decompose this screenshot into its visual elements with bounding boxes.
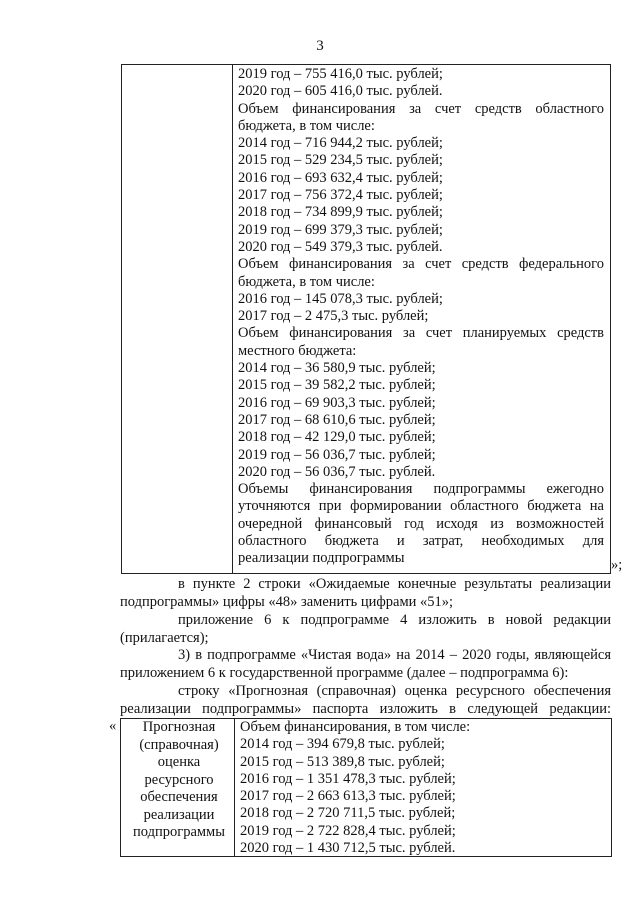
text-line: Объем финансирования за счет средств федерального [238,256,604,273]
text-line: 2016 год – 693 632,4 тыс. рублей; [238,169,443,186]
text-line: 2019 год – 2 722 828,4 тыс. рублей; [240,822,456,839]
paragraph-forecast-row [120,683,611,718]
text-line: очередной финансовый год исходя из возможностей [238,515,604,532]
text-line: 2020 год – 549 379,3 тыс. рублей. [238,238,443,255]
paragraph-continuation: приложением 6 к государственной программе (далее – подпрограмма 6): [120,664,569,681]
text-line: 2014 год – 394 679,8 тыс. рублей; [240,736,445,753]
text-line: 2020 год – 605 416,0 тыс. рублей. [238,83,443,100]
label-line: подпрограммы [133,824,225,840]
text-line: 2016 год – 1 351 478,3 тыс. рублей; [240,770,456,787]
label-line: (справочная) [139,736,219,753]
label-line: обеспечения [140,789,218,805]
paragraph-continuation: (прилагается); [120,629,209,646]
text-line: 2014 год – 716 944,2 тыс. рублей; [238,135,443,152]
opening-quote: « [109,718,117,734]
text-line: 2019 год – 755 416,0 тыс. рублей; [238,66,443,82]
text-line: Объем финансирования за счет планируемых средств [238,325,604,342]
text-line: 2018 год – 734 899,9 тыс. рублей; [238,204,443,221]
paragraph-clean-water-subprogram [120,647,611,682]
text-line: Объем финансирования, в том числе: [240,719,471,735]
funding-table-continued [121,64,611,574]
paragraph-first-line: приложение 6 к подпрограмме 4 изложить в новой редакции [178,612,611,628]
funding-details-cell [238,66,604,568]
text-line: 2015 год – 513 389,8 тыс. рублей; [240,753,445,770]
paragraph-first-line: строку «Прогнозная (справочная) оценка ресурсного обеспечения [178,683,611,699]
page-number: 3 [316,38,324,54]
column-divider [232,65,233,573]
row-label-cell [127,719,231,842]
text-line: областного бюджета и затрат, необходимых для [238,533,604,550]
text-line: бюджета, в том числе: [238,273,375,290]
text-line: 2019 год – 56 036,7 тыс. рублей; [238,446,436,463]
text-line: местного бюджета: [238,342,357,359]
label-line: реализации [143,806,215,823]
paragraph-continuation: реализации подпрограммы» паспорта изложить в следующей редакции: [120,700,611,717]
text-line: 2018 год – 2 720 711,5 тыс. рублей; [240,805,456,822]
paragraph-item-2-outcomes [120,576,611,611]
text-line: 2016 год – 69 903,3 тыс. рублей; [238,394,436,411]
text-line: 2014 год – 36 580,9 тыс. рублей; [238,360,436,377]
text-line: 2020 год – 1 430 712,5 тыс. рублей. [240,840,456,857]
text-line: 2017 год – 756 372,4 тыс. рублей; [238,187,443,204]
text-line: 2015 год – 529 234,5 тыс. рублей; [238,152,443,169]
text-line: 2017 год – 2 475,3 тыс. рублей; [238,308,429,325]
text-line: бюджета, в том числе: [238,117,375,134]
column-divider [234,719,235,856]
paragraph-continuation: подпрограммы» цифры «48» заменить цифрами «51»; [120,593,454,610]
label-line: ресурсного [144,771,214,788]
text-line: 2015 год – 39 582,2 тыс. рублей; [238,377,436,394]
text-line: 2020 год – 56 036,7 тыс. рублей. [238,463,436,480]
text-line: реализации подпрограммы [238,550,405,567]
text-line: 2018 год – 42 129,0 тыс. рублей; [238,429,436,446]
text-line: уточняются при формировании областного бюджета на [238,498,604,515]
label-line: оценка [157,754,201,770]
paragraph-first-line: в пункте 2 строки «Ожидаемые конечные результаты реализации [178,576,611,592]
forecast-resource-table [120,718,612,857]
paragraph-first-line: 3) в подпрограмме «Чистая вода» на 2014 – 2020 годы, являющейся [178,647,611,663]
text-line: 2016 год – 145 078,3 тыс. рублей; [238,290,443,307]
text-line: 2017 год – 2 663 613,3 тыс. рублей; [240,788,456,805]
label-line: Прогнозная [142,719,216,735]
text-line: Объем финансирования за счет средств областного [238,100,604,117]
text-line: Объемы финансирования подпрограммы ежегодно [238,481,604,498]
funding-values-cell [240,719,605,857]
text-line: 2019 год – 699 379,3 тыс. рублей; [238,221,443,238]
closing-quote: »; [611,557,623,573]
paragraph-appendix-6 [120,612,611,647]
text-line: 2017 год – 68 610,6 тыс. рублей; [238,411,436,428]
